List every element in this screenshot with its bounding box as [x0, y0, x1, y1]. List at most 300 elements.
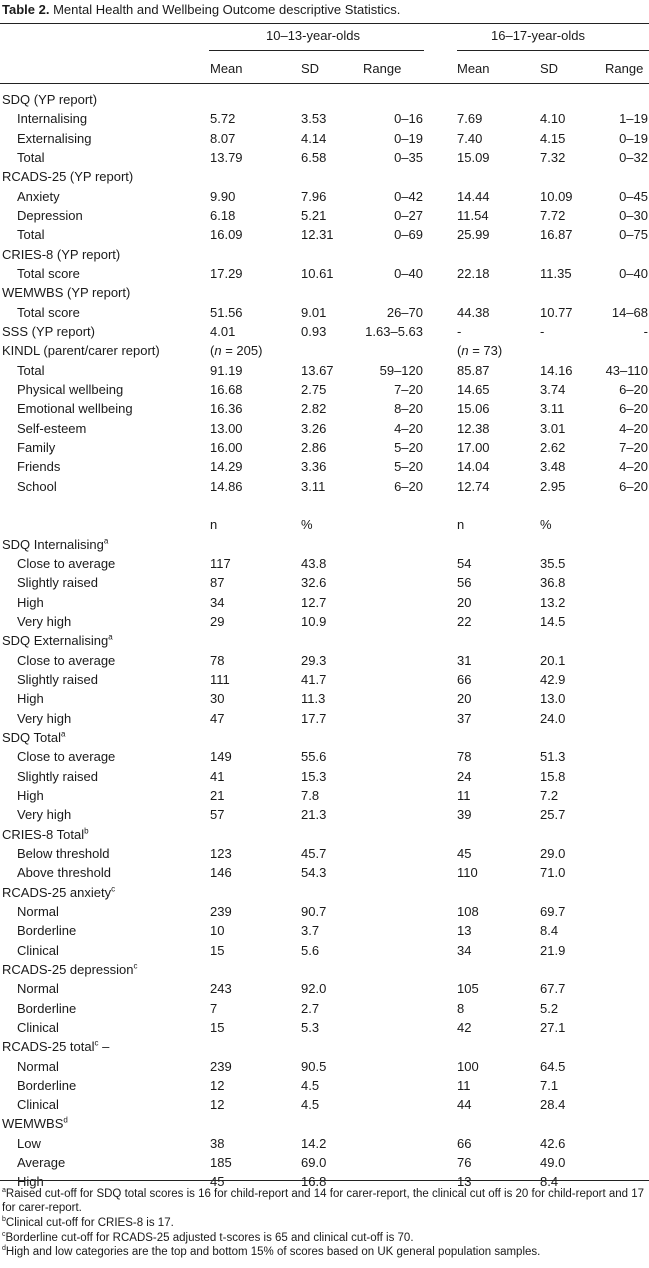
row-label — [17, 382, 123, 398]
row-label — [17, 1001, 76, 1017]
row-label — [17, 189, 60, 205]
row-label-text: Total — [17, 363, 45, 378]
row-label — [17, 672, 98, 688]
cell-a-0: 117 — [210, 556, 231, 571]
footnote — [2, 1245, 647, 1259]
cell-a-1: 16.8 — [301, 1174, 327, 1189]
cell-a-2: 6–20 — [394, 479, 423, 494]
row-label-text: Close to average — [17, 653, 116, 668]
n-symbol: n — [214, 343, 222, 358]
cell-b-0: 45 — [457, 846, 472, 861]
cell-a-1: 7.8 — [301, 788, 320, 803]
cell-a-0: 14.29 — [210, 459, 243, 474]
row-label-text: Average — [17, 1155, 66, 1170]
table-caption — [2, 1, 400, 18]
row-label-text: WEMWBS (YP report) — [2, 285, 131, 300]
cell-a-1: 17.7 — [301, 711, 327, 726]
cell-b-1: 51.3 — [540, 749, 566, 764]
row-label-text: CRIES-8 Total — [2, 827, 85, 842]
cell-b-0: 78 — [457, 749, 472, 764]
cell-b-1: 20.1 — [540, 653, 566, 668]
row-label — [17, 711, 71, 727]
cell-a-1: 5.6 — [301, 943, 320, 958]
cell-a-1: 12.31 — [301, 227, 334, 242]
cell-b-0: 25.99 — [457, 227, 490, 242]
cell-a-0: 13.79 — [210, 150, 243, 165]
cell-a-2: 8–20 — [394, 401, 423, 416]
footnote-text: Raised cut-off for SDQ total scores is 16 for child-report and 14 for carer-report, the clinical cut off is 20 for child-report and 17 for carer-report. — [2, 1188, 645, 1214]
row-label — [17, 749, 115, 765]
cell-b-0: 11.54 — [457, 208, 489, 223]
row-label — [17, 421, 86, 437]
cell-a-1: 3.7 — [301, 923, 320, 938]
row-label-text: Depression — [17, 208, 83, 223]
row-label-text: Family — [17, 440, 56, 455]
section-label — [2, 285, 130, 301]
cell-b-0: 42 — [457, 1020, 472, 1035]
section-label — [2, 169, 133, 185]
row-label-text: KINDL (parent/carer report) — [2, 343, 160, 358]
cell-b-2: 0–19 — [619, 131, 648, 146]
row-label-text: Friends — [17, 459, 61, 474]
section-label — [2, 247, 120, 263]
col-header-mean-b: Mean — [457, 61, 490, 76]
cell-a-1: 10.9 — [301, 614, 327, 629]
cell-a-0: 45 — [210, 1174, 225, 1189]
cell-b-0: - — [457, 324, 462, 339]
section-label — [2, 885, 115, 901]
cell-b-1: 3.01 — [540, 421, 566, 436]
row-label-text: RCADS-25 depression — [2, 962, 134, 977]
cell-b-2: 0–30 — [619, 208, 648, 223]
cell-a-0: 16.09 — [210, 227, 243, 242]
cell-a-1: 12.7 — [301, 595, 327, 610]
cell-b-1: 69.7 — [540, 904, 566, 919]
header-rule — [0, 83, 649, 84]
cell-a-0: 17.29 — [210, 266, 243, 281]
cell-b-2: 0–32 — [619, 150, 648, 165]
row-label — [17, 865, 111, 881]
cell-b-1: 10.09 — [540, 189, 573, 204]
cell-b-2: 6–20 — [619, 479, 648, 494]
cell-a-0: 239 — [210, 1059, 232, 1074]
cell-a-1: 92.0 — [301, 981, 327, 996]
cell-a-2: 0–19 — [394, 131, 423, 146]
cell-b-0: 31 — [457, 653, 472, 668]
row-label — [17, 1020, 59, 1036]
footnote-marker: c — [94, 1038, 99, 1048]
footnote-text: Clinical cut-off for CRIES-8 is 17. — [5, 1217, 174, 1229]
cell-a-1: 5.21 — [301, 208, 327, 223]
cell-a-0: 16.00 — [210, 440, 243, 455]
col-header-n-a: n — [210, 517, 218, 532]
col-header-sd-a: SD — [301, 61, 320, 76]
cell-b-1: 7.72 — [540, 208, 566, 223]
cell-a-0: 185 — [210, 1155, 232, 1170]
cell-a-1: 2.86 — [301, 440, 327, 455]
section-label — [2, 92, 97, 108]
cell-b-0: 12.74 — [457, 479, 490, 494]
cell-b-1: 4.10 — [540, 111, 566, 126]
cell-b-0: 15.06 — [457, 401, 490, 416]
row-label-text: Slightly raised — [17, 575, 98, 590]
cell-a-1: 4.14 — [301, 131, 327, 146]
section-label — [2, 343, 160, 359]
cell-b-1: 71.0 — [540, 865, 566, 880]
cell-b-2: 14–68 — [611, 305, 648, 320]
cell-a-1: 54.3 — [301, 865, 327, 880]
cell-b-1: 21.9 — [540, 943, 566, 958]
row-label-text: Normal — [17, 981, 59, 996]
cell-a-0: 146 — [210, 865, 232, 880]
row-label-text: Very high — [17, 807, 72, 822]
cell-b-0: 17.00 — [457, 440, 490, 455]
footnote-marker: a — [108, 632, 113, 642]
cell-a-0: 9.90 — [210, 189, 236, 204]
cell-b-0: 11 — [457, 788, 471, 803]
cell-b-1: 27.1 — [540, 1020, 566, 1035]
row-label-text: Self-esteem — [17, 421, 87, 436]
row-label — [17, 807, 71, 823]
cell-b-0: 110 — [457, 865, 478, 880]
row-label-text: Borderline — [17, 1001, 77, 1016]
cell-b-0: 14.44 — [457, 189, 490, 204]
cell-b-1: 8.4 — [540, 923, 559, 938]
cell-a-2: 0–42 — [394, 189, 423, 204]
cell-b-0: 13 — [457, 923, 472, 938]
row-label — [17, 305, 80, 321]
row-label-text: Anxiety — [17, 189, 60, 204]
row-label-text: Clinical — [17, 1097, 59, 1112]
cell-a-1: 10.61 — [301, 266, 334, 281]
row-label-text: RCADS-25 anxiety — [2, 885, 112, 900]
footnote — [2, 1216, 647, 1230]
cell-a-2: 7–20 — [394, 382, 423, 397]
cell-b-1: 28.4 — [540, 1097, 566, 1112]
cell-b-2: 43–110 — [605, 363, 648, 378]
cell-a-1: 4.5 — [301, 1078, 320, 1093]
footnote-mark: a — [2, 1187, 6, 1195]
row-label — [17, 1097, 59, 1113]
cell-a-0: 111 — [210, 672, 230, 687]
cell-a-1: 32.6 — [301, 575, 327, 590]
section-label — [2, 827, 89, 843]
cell-a-2: 5–20 — [394, 459, 423, 474]
cell-a-2: 4–20 — [394, 421, 423, 436]
col-header-n-b: n — [457, 517, 465, 532]
cell-b-0: 12.38 — [457, 421, 490, 436]
cell-a-1: 5.3 — [301, 1020, 320, 1035]
cell-a-0: 14.86 — [210, 479, 243, 494]
cell-b-0: 66 — [457, 1136, 472, 1151]
row-label-text: Total — [17, 227, 45, 242]
cell-b-0: 7.69 — [457, 111, 483, 126]
cell-b-0: 54 — [457, 556, 472, 571]
cell-b-1: 42.6 — [540, 1136, 566, 1151]
cell-b-0: 44.38 — [457, 305, 490, 320]
cell-b-1: 7.32 — [540, 150, 566, 165]
cell-a-0: 10 — [210, 923, 225, 938]
cell-a-1: 90.5 — [301, 1059, 327, 1074]
footnote-mark: d — [2, 1245, 6, 1253]
cell-b-0: 22.18 — [457, 266, 490, 281]
row-label-text: SDQ (YP report) — [2, 92, 98, 107]
cell-b-1: 49.0 — [540, 1155, 566, 1170]
row-label-text: WEMWBS — [2, 1116, 64, 1131]
row-label — [17, 904, 59, 920]
cell-a-1: 3.53 — [301, 111, 327, 126]
row-label — [17, 575, 98, 591]
cell-a-0: 34 — [210, 595, 225, 610]
cell-a-0: 15 — [210, 943, 225, 958]
row-label — [17, 1155, 65, 1171]
cell-a-0: 29 — [210, 614, 225, 629]
row-label-text: Clinical — [17, 1020, 59, 1035]
cell-b-0: 76 — [457, 1155, 472, 1170]
cell-a-2: 59–120 — [379, 363, 423, 378]
row-label — [17, 614, 71, 630]
row-label-text: Slightly raised — [17, 769, 98, 784]
cell-a-1: 2.82 — [301, 401, 327, 416]
row-label — [17, 691, 44, 707]
cell-a-1: 43.8 — [301, 556, 327, 571]
col-header-range-a: Range — [363, 61, 402, 76]
cell-a-0: 16.68 — [210, 382, 243, 397]
cell-b-1: 3.11 — [540, 401, 565, 416]
cell-a-2: 0–35 — [394, 150, 423, 165]
cell-a-1: 2.75 — [301, 382, 327, 397]
cell-a-0: 51.56 — [210, 305, 243, 320]
cell-a-1: 90.7 — [301, 904, 327, 919]
cell-a-0: 91.19 — [210, 363, 243, 378]
cell-b-2: 4–20 — [619, 459, 648, 474]
cell-a-1: 29.3 — [301, 653, 327, 668]
row-label — [17, 846, 110, 862]
cell-a-0: 57 — [210, 807, 225, 822]
cell-b-2: 6–20 — [619, 401, 648, 416]
cell-b-0: 7.40 — [457, 131, 483, 146]
cell-a-1: 3.26 — [301, 421, 327, 436]
section-label — [2, 537, 108, 553]
row-label-text: Very high — [17, 614, 72, 629]
cell-a-0: 4.01 — [210, 324, 236, 339]
row-label-text: High — [17, 691, 44, 706]
cell-b-0: 14.04 — [457, 459, 490, 474]
cell-a-1: 55.6 — [301, 749, 327, 764]
cell-b-0: 66 — [457, 672, 472, 687]
cell-a-1: 4.5 — [301, 1097, 320, 1112]
cell-a-2: 26–70 — [386, 305, 423, 320]
row-label-text: SSS (YP report) — [2, 324, 95, 339]
cell-b-0: 14.65 — [457, 382, 490, 397]
cell-b-0: 100 — [457, 1059, 479, 1074]
cell-a-2: 5–20 — [394, 440, 423, 455]
cell-b-0: 20 — [457, 595, 472, 610]
cell-b-0: 105 — [457, 981, 479, 996]
row-label-text: Slightly raised — [17, 672, 98, 687]
cell-a-0: 5.72 — [210, 111, 236, 126]
cell-b-1: 29.0 — [540, 846, 566, 861]
row-label-text: Normal — [17, 1059, 59, 1074]
cell-a-1: 41.7 — [301, 672, 327, 687]
cell-a-2: 0–27 — [394, 208, 423, 223]
row-label-text: Normal — [17, 904, 59, 919]
section-label — [2, 730, 65, 746]
cell-a-0: 15 — [210, 1020, 225, 1035]
cell-b-1: 4.15 — [540, 131, 566, 146]
row-label — [17, 459, 60, 475]
cell-b-1: 13.0 — [540, 691, 566, 706]
cell-b-1: 35.5 — [540, 556, 566, 571]
group-header-2: 16–17-year-olds — [491, 28, 585, 43]
cell-a-1: 13.67 — [301, 363, 334, 378]
row-label — [17, 556, 115, 572]
cell-b-1: 67.7 — [540, 981, 566, 996]
row-label-text: Internalising — [17, 111, 88, 126]
cell-b-0: 44 — [457, 1097, 472, 1112]
cell-a-0: 41 — [210, 769, 225, 784]
row-label-text: Close to average — [17, 556, 116, 571]
cell-b-1: 15.8 — [540, 769, 566, 784]
cell-b-2: 0–75 — [619, 227, 648, 242]
row-label-text: SDQ Externalising — [2, 633, 109, 648]
cell-b-2: 1–19 — [619, 111, 648, 126]
cell-a-1: 6.58 — [301, 150, 327, 165]
footnote-marker: c — [133, 961, 138, 971]
cell-b-0: 37 — [457, 711, 472, 726]
row-label-text: School — [17, 479, 57, 494]
footnote-marker: a — [61, 729, 66, 739]
cell-b-2: 4–20 — [619, 421, 648, 436]
cell-a-1: 3.11 — [301, 479, 326, 494]
row-label-text: Borderline — [17, 923, 77, 938]
col-header-pct-a: % — [301, 517, 313, 532]
cell-b-1: 14.5 — [540, 614, 566, 629]
cell-b-2: 0–45 — [619, 189, 648, 204]
group-rule-2 — [457, 50, 649, 51]
cell-a-2: 1.63–5.63 — [365, 324, 423, 339]
cell-a-1: 11.3 — [301, 691, 326, 706]
cell-a-2: 0–40 — [394, 266, 423, 281]
col-header-range-b: Range — [605, 61, 644, 76]
row-label-text: High — [17, 1174, 44, 1189]
cell-b-0: 15.09 — [457, 150, 490, 165]
row-label — [17, 111, 87, 127]
cell-a-0: 7 — [210, 1001, 218, 1016]
cell-a-0: 123 — [210, 846, 232, 861]
n-symbol: n — [461, 343, 469, 358]
row-label — [17, 923, 76, 939]
row-label-text: Above threshold — [17, 865, 111, 880]
row-label — [17, 1136, 41, 1152]
row-label — [17, 595, 44, 611]
cell-a-0: 16.36 — [210, 401, 243, 416]
top-rule — [0, 23, 649, 24]
cell-b-0: 56 — [457, 575, 472, 590]
col-header-mean-a: Mean — [210, 61, 243, 76]
row-label-text: Externalising — [17, 131, 92, 146]
cell-a-1: 69.0 — [301, 1155, 327, 1170]
row-label-text: RCADS-25 total — [2, 1039, 95, 1054]
footnote-text: High and low categories are the top and bottom 15% of scores based on UK general population samples. — [5, 1246, 541, 1258]
cell-b-1: - — [540, 324, 545, 339]
cell-b-2: 7–20 — [619, 440, 648, 455]
row-label — [17, 150, 44, 166]
cell-b-0: 8 — [457, 1001, 465, 1016]
row-label-text: SDQ Total — [2, 730, 62, 745]
row-label-text: Emotional wellbeing — [17, 401, 133, 416]
footnote-mark: c — [2, 1231, 6, 1239]
footnote-marker: c — [111, 884, 116, 894]
row-label-text: Low — [17, 1136, 41, 1151]
footnote-marker: d — [63, 1115, 68, 1125]
row-label — [17, 401, 133, 417]
cell-a-0: 47 — [210, 711, 225, 726]
cell-b-1: 10.77 — [540, 305, 573, 320]
cell-b-1: 8.4 — [540, 1174, 559, 1189]
footnote-mark: b — [2, 1216, 6, 1224]
cell-a-0: 21 — [210, 788, 225, 803]
row-label — [17, 479, 57, 495]
cell-a-1: 7.96 — [301, 189, 327, 204]
cell-b-0: 39 — [457, 807, 472, 822]
footnote — [2, 1231, 647, 1245]
cell-b-1: 64.5 — [540, 1059, 566, 1074]
cell-b-2: 6–20 — [619, 382, 648, 397]
group-rule-1 — [209, 50, 424, 51]
row-label — [17, 227, 44, 243]
cell-a-1: 14.2 — [301, 1136, 327, 1151]
cell-b-1: 2.62 — [540, 440, 566, 455]
group-header-1: 10–13-year-olds — [266, 28, 360, 43]
cell-a-0: 38 — [210, 1136, 225, 1151]
row-label — [17, 1078, 76, 1094]
cell-b-1: 13.2 — [540, 595, 566, 610]
sample-size-b: (n = 73) — [457, 343, 503, 358]
caption-text: Mental Health and Wellbeing Outcome descriptive Statistics. — [53, 2, 401, 17]
row-label — [17, 440, 55, 456]
cell-a-0: 6.18 — [210, 208, 236, 223]
cell-b-0: 34 — [457, 943, 472, 958]
cell-b-0: 11 — [457, 1078, 471, 1093]
row-label-text: Total score — [17, 266, 80, 281]
row-label-text: Total — [17, 150, 45, 165]
cell-b-0: 13 — [457, 1174, 472, 1189]
footnote-marker: b — [84, 826, 89, 836]
cell-b-0: 108 — [457, 904, 479, 919]
sample-size-a: (n = 205) — [210, 343, 263, 358]
cell-a-0: 12 — [210, 1078, 225, 1093]
cell-b-1: 24.0 — [540, 711, 566, 726]
cell-b-1: 16.87 — [540, 227, 573, 242]
bottom-rule — [0, 1180, 649, 1181]
cell-a-1: 21.3 — [301, 807, 327, 822]
cell-a-1: 15.3 — [301, 769, 327, 784]
col-header-pct-b: % — [540, 517, 552, 532]
row-label — [17, 266, 80, 282]
caption-label: Table 2. — [2, 2, 50, 17]
cell-b-1: 11.35 — [540, 266, 572, 281]
row-label-text: SDQ Internalising — [2, 537, 104, 552]
row-label — [17, 131, 91, 147]
cell-a-1: 9.01 — [301, 305, 327, 320]
row-label-text: RCADS-25 (YP report) — [2, 169, 134, 184]
footnote-marker: a — [103, 536, 109, 546]
section-label — [2, 633, 113, 649]
cell-a-1: 0.93 — [301, 324, 327, 339]
cell-a-0: 78 — [210, 653, 225, 668]
cell-b-1: 7.2 — [540, 788, 559, 803]
